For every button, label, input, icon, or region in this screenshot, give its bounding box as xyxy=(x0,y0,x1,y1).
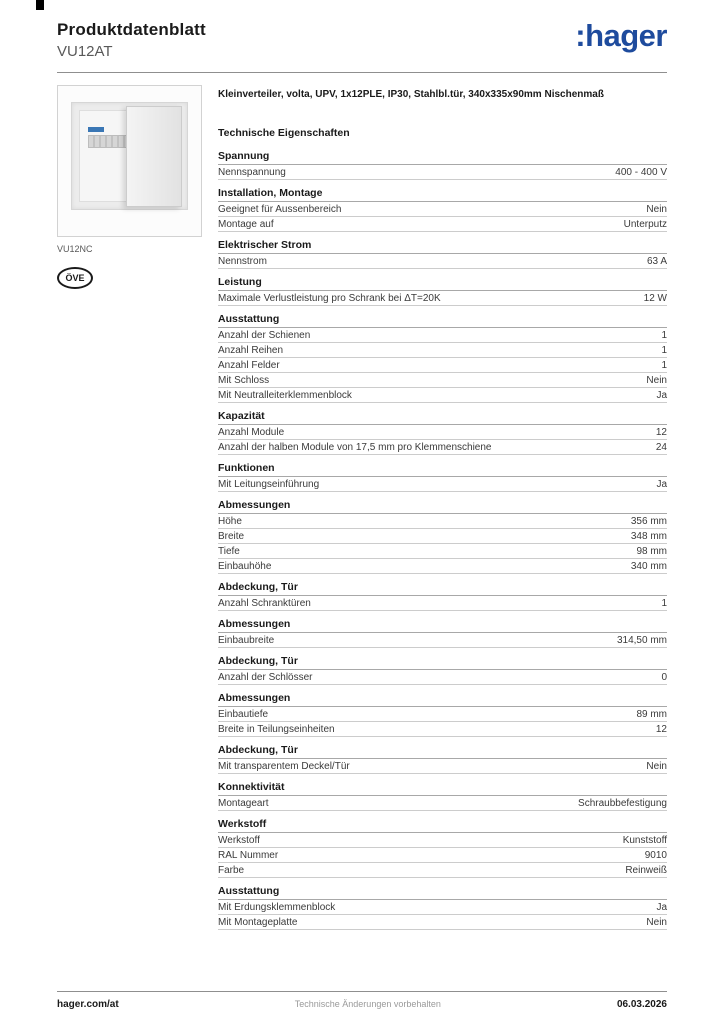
spec-label: Nennstrom xyxy=(218,255,267,267)
spec-row xyxy=(218,328,667,343)
spec-row xyxy=(218,833,667,848)
spec-label: Nennspannung xyxy=(218,166,286,178)
spec-label: Einbauhöhe xyxy=(218,560,272,572)
spec-value: 0 xyxy=(661,671,667,683)
spec-section xyxy=(218,780,667,811)
spec-row xyxy=(218,722,667,737)
spec-section xyxy=(218,409,667,455)
spec-value: 340 mm xyxy=(630,560,667,572)
footer-website-link[interactable]: hager.com/at xyxy=(57,999,119,1010)
spec-value: 63 A xyxy=(646,255,667,267)
spec-section xyxy=(218,617,667,648)
product-image xyxy=(57,85,202,237)
spec-section xyxy=(218,743,667,774)
spec-label: Breite in Teilungseinheiten xyxy=(218,723,335,735)
spec-row xyxy=(218,217,667,232)
spec-label: Mit Leitungseinführung xyxy=(218,478,320,490)
spec-label: Werkstoff xyxy=(218,834,260,846)
spec-section xyxy=(218,580,667,611)
header xyxy=(57,20,667,60)
spec-label: Mit Montageplatte xyxy=(218,916,298,928)
spec-label: RAL Nummer xyxy=(218,849,279,861)
specs-title: Technische Eigenschaften xyxy=(218,127,350,139)
content xyxy=(57,85,667,930)
spec-value: 89 mm xyxy=(636,708,667,720)
specs-column xyxy=(218,85,667,930)
spec-section xyxy=(218,461,667,492)
spec-section xyxy=(218,884,667,930)
section-title: Elektrischer Strom xyxy=(218,238,667,254)
spec-value: 348 mm xyxy=(630,530,667,542)
enclosure-frame xyxy=(71,102,188,210)
spec-label: Breite xyxy=(218,530,245,542)
spec-label: Anzahl der Schlösser xyxy=(218,671,313,683)
section-title: Funktionen xyxy=(218,461,667,477)
spec-row xyxy=(218,254,667,269)
spec-value: 12 W xyxy=(643,292,667,304)
spec-label: Anzahl Felder xyxy=(218,359,280,371)
spec-value: 1 xyxy=(661,344,667,356)
spec-row xyxy=(218,165,667,180)
spec-value: 24 xyxy=(655,441,667,453)
ove-certification-badge xyxy=(57,267,93,289)
section-title: Abmessungen xyxy=(218,617,667,633)
header-titles xyxy=(57,20,206,60)
spec-label: Anzahl der Schienen xyxy=(218,329,311,341)
spec-row xyxy=(218,425,667,440)
spec-label: Anzahl Schranktüren xyxy=(218,597,311,609)
spec-label: Maximale Verlustleistung pro Schrank bei ΔT=20K xyxy=(218,292,441,304)
section-title: Installation, Montage xyxy=(218,186,667,202)
spec-row xyxy=(218,796,667,811)
footer-date: 06.03.2026 xyxy=(616,999,667,1010)
spec-value: 400 - 400 V xyxy=(615,166,667,178)
spec-section xyxy=(218,498,667,574)
spec-label: Höhe xyxy=(218,515,242,527)
spec-label: Einbautiefe xyxy=(218,708,269,720)
spec-value: Nein xyxy=(646,760,667,772)
product-code: VU12AT xyxy=(57,43,113,60)
spec-value: Unterputz xyxy=(623,218,667,230)
spec-row xyxy=(218,559,667,574)
section-title: Abmessungen xyxy=(218,691,667,707)
footer-notice: Technische Änderungen vorbehalten xyxy=(294,999,441,1009)
spec-row xyxy=(218,477,667,492)
enclosure-door xyxy=(126,106,182,207)
spec-value: 1 xyxy=(661,359,667,371)
spec-value: 12 xyxy=(655,426,667,438)
spec-row xyxy=(218,900,667,915)
spec-sections xyxy=(218,149,667,930)
spec-row xyxy=(218,358,667,373)
spec-value: Kunststoff xyxy=(622,834,667,846)
spec-label: Einbaubreite xyxy=(218,634,275,646)
spec-label: Montageart xyxy=(218,797,269,809)
spec-section xyxy=(218,817,667,878)
spec-section xyxy=(218,654,667,685)
spec-row xyxy=(218,202,667,217)
spec-label: Tiefe xyxy=(218,545,240,557)
left-column xyxy=(57,85,202,930)
hager-logo: :hager xyxy=(575,18,667,53)
spec-label: Anzahl der halben Module von 17,5 mm pro Klemmenschiene xyxy=(218,441,492,453)
spec-row xyxy=(218,343,667,358)
spec-row xyxy=(218,759,667,774)
print-mark xyxy=(36,0,44,10)
spec-section xyxy=(218,691,667,737)
spec-label: Mit Schloss xyxy=(218,374,270,386)
spec-label: Farbe xyxy=(218,864,245,876)
spec-value: Schraubbefestigung xyxy=(578,797,667,809)
spec-value: 1 xyxy=(661,597,667,609)
spec-row xyxy=(218,514,667,529)
section-title: Ausstattung xyxy=(218,312,667,328)
spec-label: Mit Neutralleiterklemmenblock xyxy=(218,389,352,401)
spec-value: Ja xyxy=(656,478,667,490)
section-title: Abdeckung, Tür xyxy=(218,580,667,596)
spec-value: Nein xyxy=(646,916,667,928)
spec-value: 314,50 mm xyxy=(616,634,667,646)
header-divider xyxy=(57,72,667,73)
spec-row xyxy=(218,633,667,648)
section-title: Werkstoff xyxy=(218,817,667,833)
spec-label: Geeignet für Aussenbereich xyxy=(218,203,342,215)
spec-row xyxy=(218,544,667,559)
spec-row xyxy=(218,915,667,930)
spec-value: 12 xyxy=(655,723,667,735)
page-title: Produktdatenblatt xyxy=(57,20,206,39)
section-title: Kapazität xyxy=(218,409,667,425)
spec-value: Nein xyxy=(646,374,667,386)
spec-label: Mit Erdungsklemmenblock xyxy=(218,901,336,913)
spec-section xyxy=(218,312,667,403)
product-description: Kleinverteiler, volta, UPV, 1x12PLE, IP30, Stahlbl.tür, 340x335x90mm Nischenmaß xyxy=(218,89,604,100)
spec-value: Nein xyxy=(646,203,667,215)
spec-value: Reinweiß xyxy=(625,864,667,876)
section-title: Abmessungen xyxy=(218,498,667,514)
spec-row xyxy=(218,440,667,455)
spec-section xyxy=(218,275,667,306)
spec-row xyxy=(218,670,667,685)
spec-row xyxy=(218,529,667,544)
spec-section xyxy=(218,186,667,232)
spec-value: Ja xyxy=(656,389,667,401)
section-title: Leistung xyxy=(218,275,667,291)
spec-label: Anzahl Module xyxy=(218,426,285,438)
spec-value: 9010 xyxy=(644,849,667,861)
spec-row xyxy=(218,373,667,388)
spec-section xyxy=(218,149,667,180)
footer-row xyxy=(57,992,667,1010)
section-title: Abdeckung, Tür xyxy=(218,743,667,759)
spec-label: Mit transparentem Deckel/Tür xyxy=(218,760,350,772)
spec-row xyxy=(218,848,667,863)
spec-row xyxy=(218,291,667,306)
spec-label: Montage auf xyxy=(218,218,274,230)
spec-value: 1 xyxy=(661,329,667,341)
spec-row xyxy=(218,388,667,403)
spec-row xyxy=(218,707,667,722)
section-title: Konnektivität xyxy=(218,780,667,796)
spec-section xyxy=(218,238,667,269)
spec-label: Anzahl Reihen xyxy=(218,344,284,356)
section-title: Ausstattung xyxy=(218,884,667,900)
section-title: Spannung xyxy=(218,149,667,165)
spec-value: 356 mm xyxy=(630,515,667,527)
spec-value: Ja xyxy=(656,901,667,913)
spec-row xyxy=(218,863,667,878)
enclosure-blue-strip xyxy=(88,127,104,132)
section-title: Abdeckung, Tür xyxy=(218,654,667,670)
ove-certification-label: ÖVE xyxy=(65,273,85,283)
footer xyxy=(57,991,667,1010)
spec-row xyxy=(218,596,667,611)
spec-value: 98 mm xyxy=(636,545,667,557)
image-caption: VU12NC xyxy=(57,244,93,254)
